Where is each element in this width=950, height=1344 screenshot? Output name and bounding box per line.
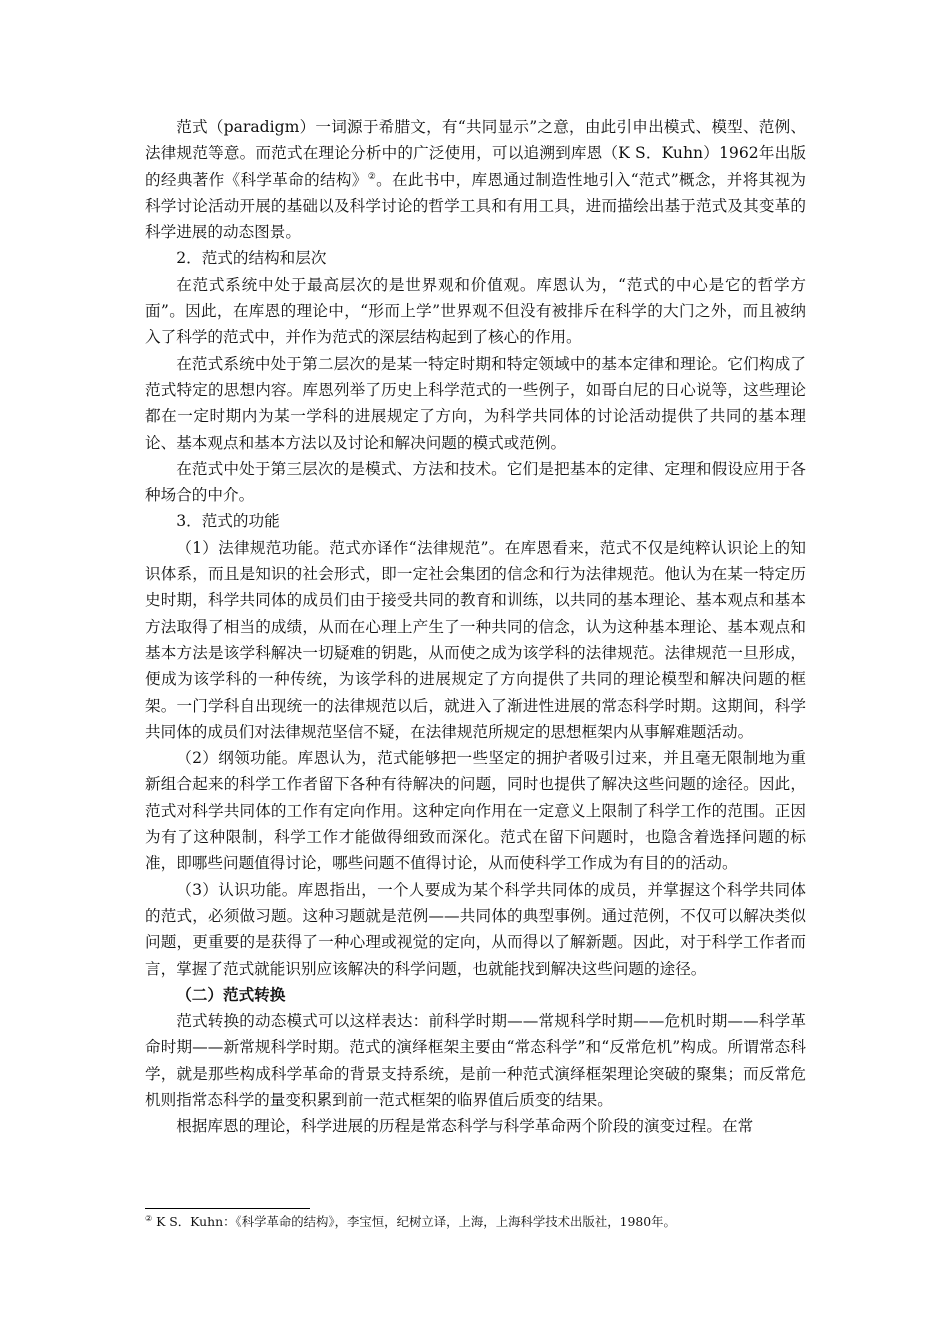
footnote-reference[interactable]: ② (367, 171, 377, 182)
paragraph-level-three: 在范式中处于第三层次的是模式、方法和技术。它们是把基本的定律、定理和假设应用于各种场合的中介。 (145, 459, 806, 505)
paragraph-intro (145, 114, 806, 245)
document-body (145, 114, 806, 1140)
footnote-text: K S．Kuhn：《科学革命的结构》，李宝恒，纪树立译，上海，上海科学技术出版社，1980年。 (152, 1214, 676, 1229)
paragraph-function-cognition: （3）认识功能。库恩指出，一个人要成为某个科学共同体的成员，并掌握这个科学共同体的范式，必须做习题。这种习题就是范例——共同体的典型事例。通过范例，不仅可以解决类似问题，更重要的是获得了一种心理或视觉的定向，从而得以了解新题。因此，对于科学工作者而言，掌握了范式就能识别应该解决的科学问题，也就能找到解决这些问题的途径。 (145, 880, 806, 978)
subheading-structure: 2．范式的结构和层次 (176, 249, 327, 268)
paragraph-text: 范式（paradigm）一词源于希腊文，有“共同显示”之意，由此引申出模式、模型、范例、法律规范等意。而范式在理论分析中的广泛使用，可以追溯到库恩（K S．Kuhn）1962年出版的经典著作《科学革命的结构》 (145, 118, 806, 189)
paragraph-kuhn-theory: 根据库恩的理论，科学进展的历程是常态科学与科学革命两个阶段的演变过程。在常 (176, 1117, 754, 1136)
paragraph-function-norm: （1）法律规范功能。范式亦译作“法律规范”。在库恩看来，范式不仅是纯粹认识论上的知识体系，而且是知识的社会形式，即一定社会集团的信念和行为法律规范。他认为在某一特定历史时期，科学共同体的成员们由于接受共同的教育和训练，以共同的基本理论、基本观点和基本方法取得了相当的成绩，从而在心理上产生了一种共同的信念，认为这种基本理论、基本观点和基本方法是该学科解决一切疑难的钥匙，从而使之成为该学科的法律规范。法律规范一旦形成，便成为该学科的一种传统，为该学科的进展规定了方向提供了共同的理论模型和解决问题的框架。一门学科自出现统一的法律规范以后，就进入了渐进性进展的常态科学时期。这期间，科学共同体的成员们对法律规范坚信不疑，在法律规范所规定的思想框架内从事解难题活动。 (145, 538, 806, 741)
subheading-functions: 3．范式的功能 (176, 512, 280, 531)
paragraph-text: 。在此书中，库恩通过制造性地引入“范式”概念，并将其视为科学讨论活动开展的基础以及科学讨论的哲学工具和有用工具，进而描绘出基于范式及其变革的科学进展的动态图景。 (145, 170, 806, 242)
footnote (145, 1213, 806, 1231)
paragraph-level-two: 在范式系统中处于第二层次的是某一特定时期和特定领域中的基本定律和理论。它们构成了范式特定的思想内容。库恩列举了历史上科学范式的一些例子，如哥白尼的日心说等，这些理论都在一定时期内为某一学科的进展规定了方向，为科学共同体的讨论活动提供了共同的基本理论、基本观点和基本方法以及讨论和解决问题的模式或范例。 (145, 354, 806, 452)
paragraph-function-program: （2）纲领功能。库恩认为，范式能够把一些坚定的拥护者吸引过来，并且毫无限制地为重新组合起来的科学工作者留下各种有待解决的问题，同时也提供了解决这些问题的途径。因此，范式对科学共同体的工作有定向作用。这种定向作用在一定意义上限制了科学工作的范围。正因为有了这种限制，科学工作才能做得细致而深化。范式在留下问题时，也隐含着选择问题的标准，即哪些问题值得讨论，哪些问题不值得讨论，从而使科学工作成为有目的的活动。 (145, 749, 806, 873)
section-heading-paradigm-shift: （二）范式转换 (176, 984, 286, 1004)
paragraph-level-one: 在范式系统中处于最高层次的是世界观和价值观。库恩认为，“范式的中心是它的哲学方面”。因此，在库恩的理论中，“形而上学”世界观不但没有被排斥在科学的大门之外，而且被纳入了科学的范式中，并作为范式的深层结构起到了核心的作用。 (145, 275, 806, 347)
paragraph-shift-model: 范式转换的动态模式可以这样表达：前科学时期——常规科学时期——危机时期——科学革命时期——新常规科学时期。范式的演绎框架主要由“常态科学”和“反常危机”构成。所谓常态科学，就是那些构成科学革命的背景支持系统，是前一种范式演绎框架理论突破的聚集；而反常危机则指常态科学的量变积累到前一范式框架的临界值后质变的结果。 (145, 1012, 806, 1109)
footnote-divider (145, 1208, 310, 1209)
footnote-mark: ② (145, 1213, 153, 1223)
